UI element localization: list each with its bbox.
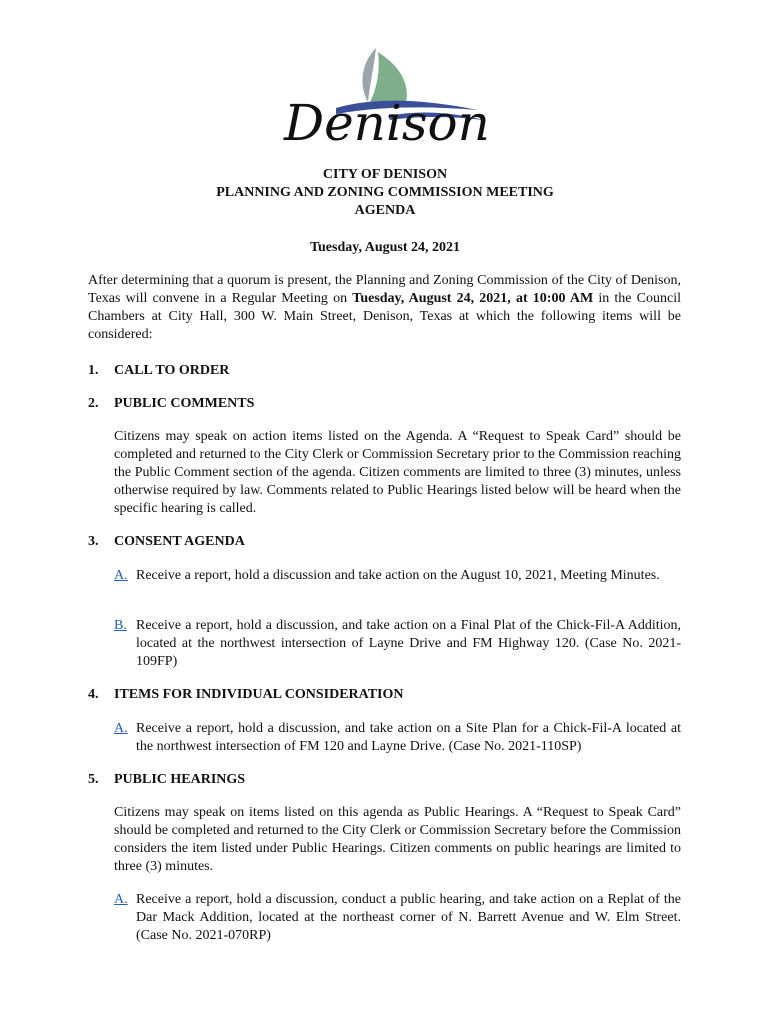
header-commission: PLANNING AND ZONING COMMISSION MEETING xyxy=(216,185,554,200)
public-comments-text: Citizens may speak on action items listed on the Agenda. A “Request to Speak Card” should be completed and returned to the City Clerk or Commission Secretary prior to the Commission reaching the Public Comment section of the agenda. Citizen comments are limited to three (3) minutes, unless otherwise required by law. Comments related to Public Hearings listed below will be heard when the specific hearing is called. xyxy=(114,429,681,516)
section-public-hearings xyxy=(88,771,245,789)
logo-wordmark: Denison xyxy=(284,94,490,152)
item-link-a[interactable]: A. xyxy=(114,568,128,583)
section-title: PUBLIC HEARINGS xyxy=(114,772,246,787)
section-consent-agenda xyxy=(88,533,245,551)
section-number: 5. xyxy=(88,772,99,787)
denison-logo xyxy=(278,44,493,152)
section-title: CONSENT AGENDA xyxy=(114,534,245,549)
consent-item-a xyxy=(114,567,681,585)
consent-item-b xyxy=(114,617,681,671)
intro-meeting-time: Tuesday, August 24, 2021, at 10:00 AM xyxy=(352,291,594,306)
meeting-date: Tuesday, August 24, 2021 xyxy=(309,240,461,255)
item-link-a[interactable]: A. xyxy=(114,892,128,907)
section-title: PUBLIC COMMENTS xyxy=(114,396,255,411)
intro-text-start: After determining that a quorum is present, the Planning and Zoning Commission of the City of Denison, Texas will convene in a Regular Meeting on xyxy=(88,273,681,306)
item-text: Receive a report, hold a discussion, and take action on a Site Plan for a Chick-Fil-A located at the northwest intersection of FM 120 and Layne Drive. (Case No. 2021-110SP) xyxy=(136,721,681,754)
item-text: Receive a report, hold a discussion, conduct a public hearing, and take action on a Replat of the Dar Mack Addition, located at the northeast corner of N. Barrett Avenue and W. Elm Street. (Case No. 2021-070RP) xyxy=(136,892,681,943)
public-hearings-text: Citizens may speak on items listed on this agenda as Public Hearings. A “Request to Speak Card” should be completed and returned to the City Clerk or Commission Secretary before the Commission considers the item listed under Public Hearings. Citizen comments on public hearings are limited to three (3) minutes. xyxy=(114,805,681,874)
header-agenda: AGENDA xyxy=(354,203,416,218)
item-text: Receive a report, hold a discussion and take action on the August 10, 2021, Meeting Minutes. xyxy=(136,568,660,583)
section-call-to-order xyxy=(88,362,229,380)
agenda-header xyxy=(0,166,770,220)
section-number: 2. xyxy=(88,396,99,411)
section-individual-consideration xyxy=(88,686,404,704)
header-city: CITY OF DENISON xyxy=(322,167,448,182)
intro-paragraph xyxy=(88,272,681,344)
item-link-a[interactable]: A. xyxy=(114,721,128,736)
item-text: Receive a report, hold a discussion, and take action on a Final Plat of the Chick-Fil-A Addition, located at the northwest intersection of Layne Drive and FM Highway 120. (Case No. 2021-109FP) xyxy=(136,618,681,669)
section-title: CALL TO ORDER xyxy=(114,363,230,378)
section-title: ITEMS FOR INDIVIDUAL CONSIDERATION xyxy=(114,687,404,702)
section-number: 1. xyxy=(88,363,99,378)
intro-text-end: in the Council Chambers at City Hall, 300 W. Main Street, Denison, Texas at which the following items will be considered: xyxy=(88,291,681,342)
item-link-b[interactable]: B. xyxy=(114,618,127,633)
section-number: 3. xyxy=(88,534,99,549)
sail-wave-emblem xyxy=(278,44,493,152)
consideration-item-a xyxy=(114,720,681,756)
section-public-comments xyxy=(88,395,254,413)
hearing-item-a xyxy=(114,891,681,945)
section-number: 4. xyxy=(88,687,99,702)
